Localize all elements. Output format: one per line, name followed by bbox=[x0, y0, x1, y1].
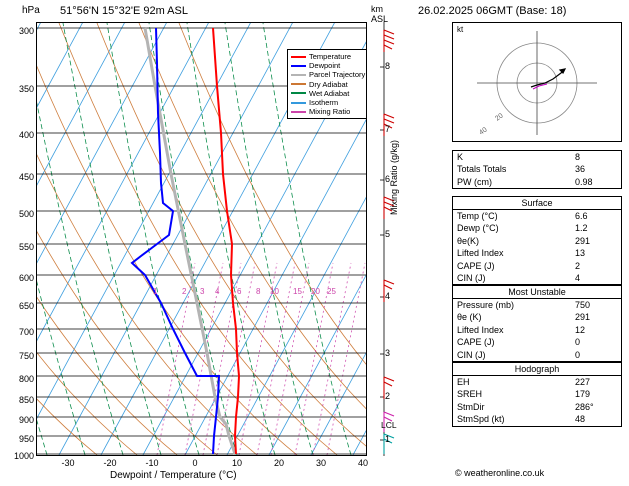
index-k-value: 8 bbox=[575, 152, 581, 162]
table-row bbox=[453, 299, 621, 311]
copyright-footer: © weatheronline.co.uk bbox=[455, 468, 545, 478]
hodograph-unit-label: kt bbox=[457, 25, 464, 34]
x-tick-20: 20 bbox=[273, 458, 284, 468]
altitude-axis-unit-label: km bbox=[371, 4, 383, 14]
svg-text:40: 40 bbox=[478, 126, 489, 137]
table-row bbox=[453, 401, 621, 413]
legend-item-wet-adiabat bbox=[291, 89, 367, 98]
y-tick-950: 950 bbox=[18, 434, 34, 444]
table-row bbox=[453, 247, 621, 259]
legend-label-wet-adiabat: Wet Adiabat bbox=[309, 88, 350, 98]
index-pw-value: 0.98 bbox=[575, 176, 593, 187]
legend-swatch-isotherm bbox=[291, 102, 306, 104]
hodo-eh-label: EH bbox=[457, 377, 470, 387]
legend-label-mixing-ratio: Mixing Ratio bbox=[309, 107, 351, 117]
mu-theta-e-value: 291 bbox=[575, 312, 591, 323]
surface-cape-value: 2 bbox=[575, 260, 581, 271]
table-row bbox=[453, 388, 621, 400]
x-tick--20: -20 bbox=[103, 458, 117, 468]
most-unstable-table bbox=[452, 285, 622, 362]
dewpoint-line bbox=[132, 28, 219, 454]
hodo-eh-value: 227 bbox=[575, 377, 591, 387]
legend-item-isotherm bbox=[291, 98, 367, 107]
mu-cape-value: 0 bbox=[575, 337, 581, 348]
hodo-stmspd-value: 48 bbox=[575, 414, 586, 425]
index-k-label: K bbox=[457, 152, 464, 162]
legend-item-parcel bbox=[291, 70, 367, 79]
hodo-sreh-value: 179 bbox=[575, 389, 591, 400]
alt-tick-2: 2 bbox=[385, 391, 391, 401]
alt-tick-1: 1 bbox=[385, 434, 391, 444]
mu-li-value: 12 bbox=[575, 324, 586, 335]
surface-dewp-label: Dewp (°C) bbox=[457, 223, 499, 234]
legend-swatch-dewpoint bbox=[291, 65, 306, 67]
legend-swatch-dry-adiabat bbox=[291, 83, 306, 85]
legend-label-dry-adiabat: Dry Adiabat bbox=[309, 79, 348, 89]
date-title: 26.02.2025 06GMT (Base: 18) bbox=[418, 5, 567, 17]
station-title: 51°56'N 15°32'E 92m ASL bbox=[60, 5, 188, 17]
hodo-stmspd-label: StmSpd (kt) bbox=[457, 414, 505, 425]
y-tick-850: 850 bbox=[18, 395, 34, 405]
most-unstable-title: Most Unstable bbox=[453, 286, 621, 299]
y-tick-650: 650 bbox=[18, 301, 34, 311]
table-row bbox=[453, 376, 621, 388]
alt-tick-8: 8 bbox=[385, 61, 391, 71]
y-tick-800: 800 bbox=[18, 374, 34, 384]
surface-cape-label: CAPE (J) bbox=[457, 260, 495, 271]
table-row bbox=[453, 151, 621, 163]
mixing-label-20: 20 bbox=[311, 287, 320, 296]
x-tick--30: -30 bbox=[61, 458, 75, 468]
mixing-label-15: 15 bbox=[293, 287, 302, 296]
y-tick-550: 550 bbox=[18, 242, 34, 252]
legend-swatch-mixing-ratio bbox=[291, 111, 306, 113]
mixing-label-6: 6 bbox=[237, 287, 242, 296]
surface-table bbox=[452, 196, 622, 285]
y-tick-350: 350 bbox=[18, 84, 34, 94]
table-row bbox=[453, 324, 621, 336]
y-tick-700: 700 bbox=[18, 327, 34, 337]
surface-theta-e-value: 291 bbox=[575, 235, 591, 246]
y-tick-500: 500 bbox=[18, 209, 34, 219]
index-table bbox=[452, 150, 622, 189]
skewt-plot bbox=[36, 22, 367, 456]
hodograph-table-title: Hodograph bbox=[453, 363, 621, 376]
surface-li-label: Lifted Index bbox=[457, 248, 504, 259]
mixing-label-25: 25 bbox=[327, 287, 336, 296]
table-row bbox=[453, 163, 621, 175]
y-tick-450: 450 bbox=[18, 172, 34, 182]
legend-item-mixing-ratio bbox=[291, 107, 367, 116]
table-row bbox=[453, 336, 621, 348]
surface-li-value: 13 bbox=[575, 248, 586, 259]
table-row bbox=[453, 235, 621, 247]
legend-label-parcel: Parcel Trajectory bbox=[309, 70, 366, 80]
legend-swatch-parcel bbox=[291, 74, 306, 76]
hodograph bbox=[452, 22, 622, 142]
svg-text:20: 20 bbox=[494, 112, 505, 123]
mu-pressure-value: 750 bbox=[575, 300, 591, 310]
mu-pressure-label: Pressure (mb) bbox=[457, 300, 515, 310]
altitude-axis bbox=[367, 22, 401, 456]
alt-tick-3: 3 bbox=[385, 348, 391, 358]
altitude-axis-asl-label: ASL bbox=[371, 14, 389, 24]
pressure-axis-unit-label: hPa bbox=[22, 5, 40, 16]
surface-dewp-value: 1.2 bbox=[575, 223, 588, 234]
legend-label-isotherm: Isotherm bbox=[309, 98, 339, 108]
x-tick--10: -10 bbox=[145, 458, 159, 468]
surface-temp-label: Temp (°C) bbox=[457, 211, 498, 221]
surface-temp-value: 6.6 bbox=[575, 211, 588, 221]
index-pw-label: PW (cm) bbox=[457, 176, 492, 187]
y-tick-750: 750 bbox=[18, 351, 34, 361]
table-row bbox=[453, 349, 621, 361]
index-tt-label: Totals Totals bbox=[457, 164, 507, 175]
legend-label-temperature: Temperature bbox=[309, 52, 352, 61]
legend-swatch-wet-adiabat bbox=[291, 92, 306, 94]
hodo-stmdir-value: 286° bbox=[575, 401, 594, 412]
hodo-stmdir-label: StmDir bbox=[457, 401, 485, 412]
legend-swatch-temperature bbox=[291, 56, 306, 58]
surface-table-title: Surface bbox=[453, 197, 621, 210]
alt-tick-7: 7 bbox=[385, 124, 391, 134]
table-row bbox=[453, 222, 621, 234]
surface-cin-label: CIN (J) bbox=[457, 273, 486, 284]
y-tick-900: 900 bbox=[18, 415, 34, 425]
x-tick-40: 40 bbox=[357, 458, 368, 468]
alt-tick-5: 5 bbox=[385, 229, 391, 239]
y-tick-600: 600 bbox=[18, 273, 34, 283]
x-tick-30: 30 bbox=[315, 458, 326, 468]
mu-theta-e-label: θe (K) bbox=[457, 312, 482, 323]
table-row bbox=[453, 272, 621, 284]
alt-tick-6: 6 bbox=[385, 174, 391, 184]
surface-cin-value: 4 bbox=[575, 273, 581, 284]
mixing-label-4: 4 bbox=[215, 287, 220, 296]
table-row bbox=[453, 311, 621, 323]
mu-cin-value: 0 bbox=[575, 349, 581, 360]
mixing-label-10: 10 bbox=[270, 287, 279, 296]
table-row bbox=[453, 210, 621, 222]
mu-cin-label: CIN (J) bbox=[457, 349, 486, 360]
table-row bbox=[453, 260, 621, 272]
y-tick-300: 300 bbox=[18, 26, 34, 36]
x-tick-10: 10 bbox=[231, 458, 242, 468]
table-row bbox=[453, 176, 621, 188]
mixing-label-8: 8 bbox=[256, 287, 261, 296]
hodograph-table bbox=[452, 362, 622, 427]
alt-tick-4: 4 bbox=[385, 291, 391, 301]
index-tt-value: 36 bbox=[575, 164, 586, 175]
mu-li-label: Lifted Index bbox=[457, 324, 504, 335]
legend bbox=[287, 49, 367, 119]
legend-item-temperature bbox=[291, 52, 367, 61]
x-axis-title: Dewpoint / Temperature (°C) bbox=[110, 470, 237, 481]
mixing-label-2: 2 bbox=[182, 287, 187, 296]
y-tick-400: 400 bbox=[18, 130, 34, 140]
mixing-label-1: 1 bbox=[153, 287, 158, 296]
y-tick-1000: 1000 bbox=[13, 451, 34, 461]
table-row bbox=[453, 413, 621, 425]
hodo-sreh-label: SREH bbox=[457, 389, 483, 400]
legend-label-dewpoint: Dewpoint bbox=[309, 61, 341, 71]
mixing-label-3: 3 bbox=[200, 287, 205, 296]
lcl-label: LCL bbox=[381, 420, 397, 430]
legend-item-dry-adiabat bbox=[291, 80, 367, 89]
mu-cape-label: CAPE (J) bbox=[457, 337, 495, 348]
surface-theta-e-label: θe(K) bbox=[457, 235, 480, 246]
mixing-ratio-axis-title: Mixing Ratio (g/kg) bbox=[389, 139, 399, 215]
x-tick-0: 0 bbox=[192, 458, 198, 468]
legend-item-dewpoint bbox=[291, 61, 367, 70]
